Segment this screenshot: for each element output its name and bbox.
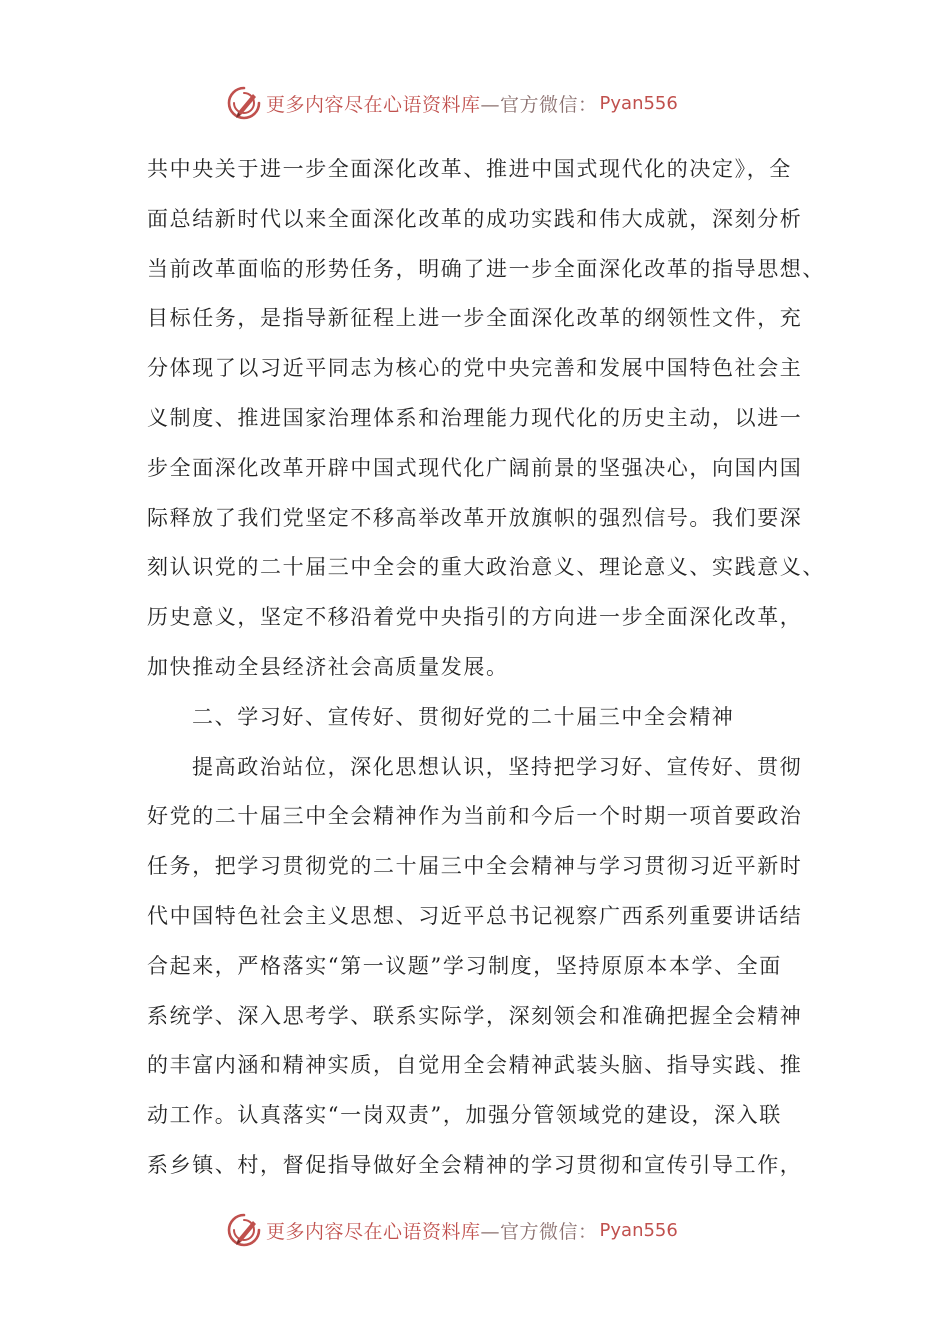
section-heading: 二、学习好、宣传好、贯彻好党的二十届三中全会精神 <box>192 704 735 729</box>
pen-logo-icon <box>226 1212 262 1248</box>
text-line: 目标任务，是指导新征程上进一步全面深化改革的纲领性文件，充 <box>147 306 803 331</box>
text-line: 步全面深化改革开辟中国式现代化广阔前景的坚强决心，向国内国 <box>147 455 803 480</box>
footer-brand-text: 更多内容尽在心语资料库 <box>266 1220 481 1243</box>
text-line: 际释放了我们党坚定不移高举改革开放旗帜的强烈信号。我们要深 <box>147 505 803 530</box>
text-line: 任务，把学习贯彻党的二十届三中全会精神与学习贯彻习近平新时 <box>147 854 803 879</box>
text-line: 合起来，严格落实“第一议题”学习制度，坚持原原本本学、全面 <box>147 953 782 978</box>
text-line: 提高政治站位，深化思想认识，坚持把学习好、宣传好、贯彻 <box>192 754 803 779</box>
text-line: 当前改革面临的形势任务，明确了进一步全面深化改革的指导思想、 <box>147 256 825 281</box>
text-line: 刻认识党的二十届三中全会的重大政治意义、理论意义、实践意义、 <box>147 555 825 580</box>
text-line: 历史意义，坚定不移沿着党中央指引的方向进一步全面深化改革， <box>147 605 803 630</box>
header-wechat-id: Pyan556 <box>599 92 678 114</box>
text-line: 分体现了以习近平同志为核心的党中央完善和发展中国特色社会主 <box>147 356 803 381</box>
pen-logo-icon <box>226 85 262 121</box>
text-line: 加快推动全县经济社会高质量发展。 <box>147 654 509 679</box>
paragraph-1 <box>147 145 867 693</box>
text-line: 的丰富内涵和精神实质，自觉用全会精神武装头脑、指导实践、推 <box>147 1053 803 1078</box>
footer-watermark <box>226 1211 726 1249</box>
text-line: 面总结新时代以来全面深化改革的成功实践和伟大成就，深刻分析 <box>147 206 803 231</box>
text-line: 动工作。认真落实“一岗双责”，加强分管领域党的建设，深入联 <box>147 1103 782 1128</box>
header-brand-text: 更多内容尽在心语资料库 <box>266 93 481 116</box>
text-line: 好党的二十届三中全会精神作为当前和今后一个时期一项首要政治 <box>147 804 803 829</box>
header-wechat-label: —官方微信： <box>480 93 598 116</box>
document-body <box>147 145 867 1191</box>
text-line: 义制度、推进国家治理体系和治理能力现代化的历史主动，以进一 <box>147 405 803 430</box>
text-line: 代中国特色社会主义思想、习近平总书记视察广西系列重要讲话结 <box>147 903 803 928</box>
footer-wechat-label: —官方微信： <box>480 1220 598 1243</box>
text-line: 系乡镇、村，督促指导做好全会精神的学习贯彻和宣传引导工作， <box>147 1152 803 1177</box>
text-line: 系统学、深入思考学、联系实际学，深刻领会和准确把握全会精神 <box>147 1003 803 1028</box>
text-line: 共中央关于进一步全面深化改革、推进中国式现代化的决定》，全 <box>147 157 792 181</box>
paragraph-2 <box>147 743 867 1191</box>
header-watermark <box>226 84 726 122</box>
footer-wechat-id: Pyan556 <box>599 1219 678 1241</box>
